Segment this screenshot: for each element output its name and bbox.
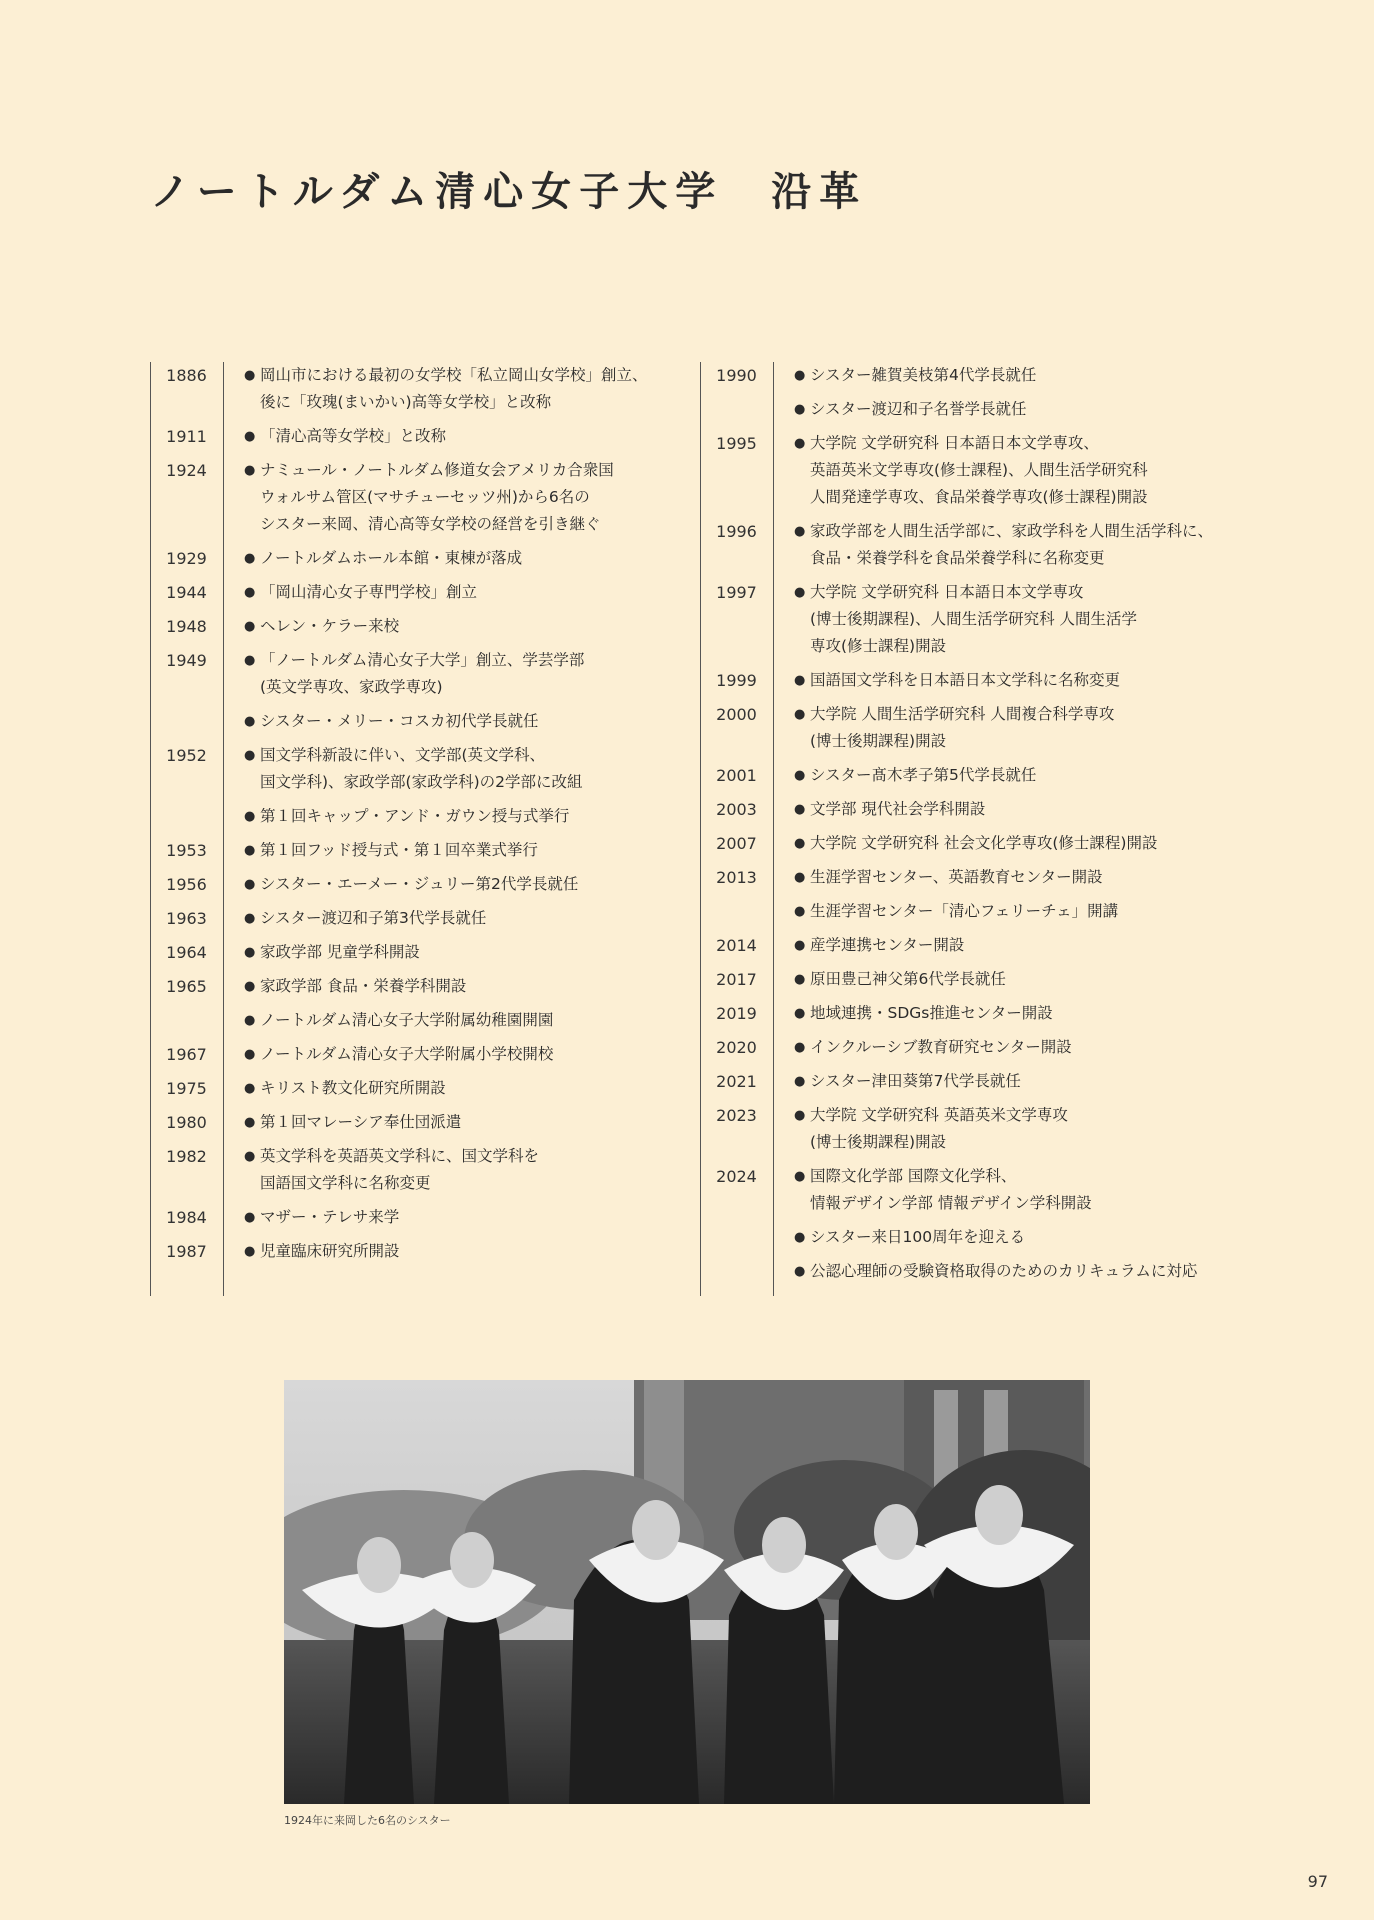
timeline-events (796, 579, 1260, 660)
page-number: 97 (1307, 1872, 1328, 1891)
bullet-icon: ● (244, 653, 256, 668)
bullet-icon: ● (244, 619, 256, 634)
timeline-event (796, 1102, 1260, 1156)
timeline-year: 1949 (166, 651, 207, 670)
timeline-event (246, 1204, 690, 1231)
timeline-entry (700, 1000, 1260, 1027)
timeline-entry (150, 1041, 690, 1068)
timeline-year: 1996 (716, 522, 757, 541)
timeline-event (796, 1034, 1260, 1061)
timeline-year: 2017 (716, 970, 757, 989)
timeline-entry (150, 905, 690, 932)
timeline-event (796, 898, 1260, 925)
bullet-icon: ● (244, 429, 256, 444)
timeline-event-text: 「清心高等女学校」と改称 (260, 427, 447, 445)
timeline-event-text: 公認心理師の受験資格取得のためのカリキュラムに対応 (810, 1262, 1198, 1280)
timeline-events (246, 1109, 690, 1136)
timeline-entry (150, 1204, 690, 1231)
timeline-year: 1929 (166, 549, 207, 568)
timeline-year: 2003 (716, 800, 757, 819)
timeline-event-text: 文学部 現代社会学科開設 (810, 800, 986, 818)
timeline-entry (700, 762, 1260, 789)
timeline-entry (150, 423, 690, 450)
timeline-entry (150, 579, 690, 606)
timeline-year: 1886 (166, 366, 207, 385)
bullet-icon: ● (794, 972, 806, 987)
bullet-icon: ● (794, 1230, 806, 1245)
bullet-icon: ● (244, 809, 256, 824)
timeline-event (246, 1109, 690, 1136)
timeline-year: 1944 (166, 583, 207, 602)
bullet-icon: ● (244, 1210, 256, 1225)
bullet-icon: ● (794, 768, 806, 783)
timeline-event-text: 第１回キャップ・アンド・ガウン授与式挙行 (260, 807, 570, 825)
timeline-year: 1980 (166, 1113, 207, 1132)
timeline-entry (700, 830, 1260, 857)
timeline-entry (700, 932, 1260, 959)
timeline-entry (700, 796, 1260, 823)
timeline-events (246, 457, 690, 538)
timeline-event (796, 579, 1260, 660)
timeline-year: 2023 (716, 1106, 757, 1125)
timeline-events (246, 837, 690, 864)
timeline-year: 1964 (166, 943, 207, 962)
timeline-event-text: ノートルダムホール本館・東棟が落成 (260, 549, 523, 567)
timeline-year: 1975 (166, 1079, 207, 1098)
bullet-icon: ● (794, 1264, 806, 1279)
timeline-events (796, 796, 1260, 823)
timeline-entry (150, 457, 690, 538)
timeline-year: 1987 (166, 1242, 207, 1261)
timeline-entry (700, 518, 1260, 572)
bullet-icon: ● (794, 1040, 806, 1055)
bullet-icon: ● (794, 836, 806, 851)
timeline-events (246, 1075, 690, 1102)
timeline-events (246, 1041, 690, 1068)
bullet-icon: ● (244, 1013, 256, 1028)
timeline-events (246, 939, 690, 966)
photo-caption: 1924年に来岡した6名のシスター (284, 1814, 451, 1827)
timeline-event-text: ノートルダム清心女子大学附属幼稚園開園 (260, 1011, 554, 1029)
bullet-icon: ● (244, 551, 256, 566)
timeline-event-text: シスター渡辺和子名誉学長就任 (810, 400, 1027, 418)
timeline-year: 2013 (716, 868, 757, 887)
timeline-entry (150, 871, 690, 898)
timeline-entry (150, 362, 690, 416)
timeline-events (246, 423, 690, 450)
timeline-event-text: 家政学部を人間生活学部に、家政学科を人間生活学科に、 食品・栄養学科を食品栄養学科に名称変更 (810, 522, 1214, 567)
timeline-event-text: 岡山市における最初の女学校「私立岡山女学校」創立、 後に「玫瑰(まいかい)高等女学校」と改称 (260, 366, 648, 411)
timeline-event-text: 国文学科新設に伴い、文学部(英文学科、 国文学科)、家政学部(家政学科)の2学部に改組 (260, 746, 583, 791)
timeline-event (796, 1068, 1260, 1095)
timeline-event-text: シスター来日100周年を迎える (810, 1228, 1026, 1246)
timeline-event (246, 647, 690, 701)
timeline-events (246, 871, 690, 898)
bullet-icon: ● (794, 585, 806, 600)
timeline-events (796, 1163, 1260, 1285)
bullet-icon: ● (244, 843, 256, 858)
timeline-entry (700, 701, 1260, 755)
timeline-event (796, 864, 1260, 891)
bullet-icon: ● (794, 524, 806, 539)
timeline-left-column (150, 362, 690, 1296)
timeline-event (796, 518, 1260, 572)
timeline-event (246, 1075, 690, 1102)
timeline-events (246, 362, 690, 416)
timeline-entry (700, 1068, 1260, 1095)
timeline-events (796, 701, 1260, 755)
timeline-event-text: 生涯学習センター、英語教育センター開設 (810, 868, 1103, 886)
bullet-icon: ● (794, 938, 806, 953)
timeline-year: 2014 (716, 936, 757, 955)
timeline-events (796, 518, 1260, 572)
bullet-icon: ● (244, 714, 256, 729)
timeline-year: 2019 (716, 1004, 757, 1023)
timeline-event (246, 803, 690, 830)
timeline-event-text: シスター雑賀美枝第4代学長就任 (810, 366, 1037, 384)
timeline-year: 1911 (166, 427, 207, 446)
timeline-event (796, 932, 1260, 959)
timeline-event (246, 613, 690, 640)
timeline-year: 1982 (166, 1147, 207, 1166)
bullet-icon: ● (244, 945, 256, 960)
timeline-events (246, 973, 690, 1034)
bullet-icon: ● (244, 979, 256, 994)
timeline-events (246, 1238, 690, 1265)
timeline-event (796, 430, 1260, 511)
bullet-icon: ● (794, 1169, 806, 1184)
bullet-icon: ● (794, 1074, 806, 1089)
bullet-icon: ● (794, 707, 806, 722)
timeline-event-text: 家政学部 児童学科開設 (260, 943, 420, 961)
timeline-entry (150, 613, 690, 640)
timeline-event-text: シスター・メリー・コスカ初代学長就任 (260, 712, 539, 730)
timeline-event-text: 児童臨床研究所開設 (260, 1242, 400, 1260)
timeline-event (796, 1163, 1260, 1217)
timeline-year: 1953 (166, 841, 207, 860)
timeline-year: 1948 (166, 617, 207, 636)
timeline-event-text: 大学院 文学研究科 日本語日本文学専攻 (博士後期課程)、人間生活学研究科 人間生活学 専攻(修士課程)開設 (810, 583, 1138, 655)
bullet-icon: ● (244, 1115, 256, 1130)
timeline-event (796, 966, 1260, 993)
timeline-event-text: 英文学科を英語英文学科に、国文学科を 国語国文学科に名称変更 (260, 1147, 540, 1192)
bullet-icon: ● (244, 1149, 256, 1164)
timeline-entry (150, 1075, 690, 1102)
timeline-entry (150, 939, 690, 966)
bullet-icon: ● (794, 1006, 806, 1021)
timeline-event-text: 地域連携・SDGs推進センター開設 (810, 1004, 1053, 1022)
timeline-year: 1967 (166, 1045, 207, 1064)
timeline-event-text: ノートルダム清心女子大学附属小学校開校 (260, 1045, 554, 1063)
timeline-year: 1963 (166, 909, 207, 928)
bullet-icon: ● (794, 802, 806, 817)
timeline-event-text: 産学連携センター開設 (810, 936, 965, 954)
timeline-event-text: シスター髙木孝子第5代学長就任 (810, 766, 1037, 784)
timeline-event (796, 796, 1260, 823)
timeline-year: 1924 (166, 461, 207, 480)
timeline-year: 2020 (716, 1038, 757, 1057)
timeline-event (246, 1041, 690, 1068)
timeline-year: 1995 (716, 434, 757, 453)
timeline-event (796, 830, 1260, 857)
timeline-event (246, 708, 690, 735)
bullet-icon: ● (794, 436, 806, 451)
timeline-entry (700, 864, 1260, 925)
timeline-event (246, 871, 690, 898)
timeline-event-text: キリスト教文化研究所開設 (260, 1079, 446, 1097)
timeline-event (796, 667, 1260, 694)
timeline-entry (150, 545, 690, 572)
timeline-event-text: 国語国文学科を日本語日本文学科に名称変更 (810, 671, 1121, 689)
bullet-icon: ● (244, 911, 256, 926)
timeline-events (796, 667, 1260, 694)
bullet-icon: ● (794, 904, 806, 919)
timeline-events (246, 742, 690, 830)
timeline-entry (700, 430, 1260, 511)
timeline-year: 1956 (166, 875, 207, 894)
timeline-year: 2024 (716, 1167, 757, 1186)
timeline-events (796, 966, 1260, 993)
timeline-entry (700, 667, 1260, 694)
timeline-event (246, 1238, 690, 1265)
timeline-events (246, 1204, 690, 1231)
timeline-event (796, 1224, 1260, 1251)
bullet-icon: ● (244, 877, 256, 892)
timeline-event-text: 大学院 人間生活学研究科 人間複合科学専攻 (博士後期課程)開設 (810, 705, 1115, 750)
timeline-year: 1990 (716, 366, 757, 385)
timeline-event-text: 第１回フッド授与式・第１回卒業式挙行 (260, 841, 538, 859)
timeline-event (246, 973, 690, 1000)
bullet-icon: ● (794, 402, 806, 417)
timeline-event-text: 大学院 文学研究科 英語英米文学専攻 (博士後期課程)開設 (810, 1106, 1068, 1151)
timeline-entry (150, 837, 690, 864)
timeline-year: 2021 (716, 1072, 757, 1091)
timeline-event-text: ヘレン・ケラー来校 (260, 617, 400, 635)
timeline-events (246, 905, 690, 932)
timeline-events (246, 579, 690, 606)
timeline-event (796, 362, 1260, 389)
timeline-event (246, 837, 690, 864)
bullet-icon: ● (794, 368, 806, 383)
bullet-icon: ● (244, 748, 256, 763)
timeline-event-text: マザー・テレサ来学 (260, 1208, 400, 1226)
timeline-event-text: 生涯学習センター「清心フェリーチェ」開講 (810, 902, 1119, 920)
timeline-year: 2000 (716, 705, 757, 724)
timeline-event-text: 国際文化学部 国際文化学科、 情報デザイン学部 情報デザイン学科開設 (810, 1167, 1092, 1212)
timeline-year: 1952 (166, 746, 207, 765)
timeline-entry (700, 362, 1260, 423)
page-title: ノートルダム清心女子大学 沿革 (150, 169, 868, 215)
timeline-event-text: シスター渡辺和子第3代学長就任 (260, 909, 487, 927)
timeline-events (796, 1034, 1260, 1061)
historical-photo-six-sisters (284, 1380, 1090, 1804)
timeline-year: 1999 (716, 671, 757, 690)
timeline-event (246, 742, 690, 796)
timeline-event-text: 家政学部 食品・栄養学科開設 (260, 977, 467, 995)
timeline-event-text: シスター・エーメー・ジュリー第2代学長就任 (260, 875, 579, 893)
timeline-entry (150, 1238, 690, 1265)
timeline-event (246, 939, 690, 966)
timeline-events (796, 362, 1260, 423)
timeline-year: 1984 (166, 1208, 207, 1227)
timeline-event (246, 423, 690, 450)
timeline-event (246, 905, 690, 932)
timeline-event (796, 1258, 1260, 1285)
timeline-right-column (700, 362, 1260, 1296)
timeline-event-text: インクルーシブ教育研究センター開設 (810, 1038, 1072, 1056)
timeline-events (796, 1102, 1260, 1156)
timeline-entry (700, 1102, 1260, 1156)
bullet-icon: ● (244, 463, 256, 478)
timeline-events (796, 864, 1260, 925)
timeline-year: 2007 (716, 834, 757, 853)
timeline-event-text: 「岡山清心女子専門学校」創立 (260, 583, 478, 601)
timeline-events (246, 647, 690, 735)
timeline-entry (700, 579, 1260, 660)
timeline-entry (700, 1163, 1260, 1285)
timeline-event (796, 1000, 1260, 1027)
bullet-icon: ● (244, 1244, 256, 1259)
timeline-entry (700, 966, 1260, 993)
bullet-icon: ● (244, 585, 256, 600)
timeline-event (796, 701, 1260, 755)
timeline-event (246, 545, 690, 572)
timeline-event-text: ナミュール・ノートルダム修道女会アメリカ合衆国 ウォルサム管区(マサチューセッツ州)から6名の シスター来岡、清心高等女学校の経営を引き継ぐ (260, 461, 614, 533)
timeline-events (796, 1068, 1260, 1095)
timeline-year: 2001 (716, 766, 757, 785)
timeline-entry (150, 742, 690, 830)
timeline-year: 1997 (716, 583, 757, 602)
bullet-icon: ● (244, 1081, 256, 1096)
timeline-event-text: 「ノートルダム清心女子大学」創立、学芸学部 (英文学専攻、家政学専攻) (260, 651, 585, 696)
timeline-event (246, 362, 690, 416)
timeline-event-text: 原田豊己神父第6代学長就任 (810, 970, 1006, 988)
timeline-events (796, 932, 1260, 959)
timeline-event-text: シスター津田葵第7代学長就任 (810, 1072, 1021, 1090)
timeline-entry (150, 1143, 690, 1197)
timeline-event (246, 1143, 690, 1197)
timeline-events (796, 430, 1260, 511)
timeline-event-text: 大学院 文学研究科 日本語日本文学専攻、 英語英米文学専攻(修士課程)、人間生活学研究科 人間発達学専攻、食品栄養学専攻(修士課程)開設 (810, 434, 1148, 506)
timeline-entry (150, 647, 690, 735)
timeline-event (796, 396, 1260, 423)
timeline-year: 1965 (166, 977, 207, 996)
bullet-icon: ● (244, 368, 256, 383)
timeline-event (796, 762, 1260, 789)
timeline-event-text: 第１回マレーシア奉仕団派遣 (260, 1113, 462, 1131)
bullet-icon: ● (244, 1047, 256, 1062)
bullet-icon: ● (794, 870, 806, 885)
timeline-event (246, 579, 690, 606)
timeline-entry (150, 1109, 690, 1136)
bullet-icon: ● (794, 673, 806, 688)
timeline-events (246, 613, 690, 640)
bullet-icon: ● (794, 1108, 806, 1123)
timeline-event-text: 大学院 文学研究科 社会文化学専攻(修士課程)開設 (810, 834, 1158, 852)
timeline-events (796, 762, 1260, 789)
timeline-event (246, 1007, 690, 1034)
timeline-events (246, 1143, 690, 1197)
timeline-events (796, 1000, 1260, 1027)
timeline-entry (700, 1034, 1260, 1061)
timeline-events (796, 830, 1260, 857)
timeline-event (246, 457, 690, 538)
timeline-events (246, 545, 690, 572)
timeline-entry (150, 973, 690, 1034)
